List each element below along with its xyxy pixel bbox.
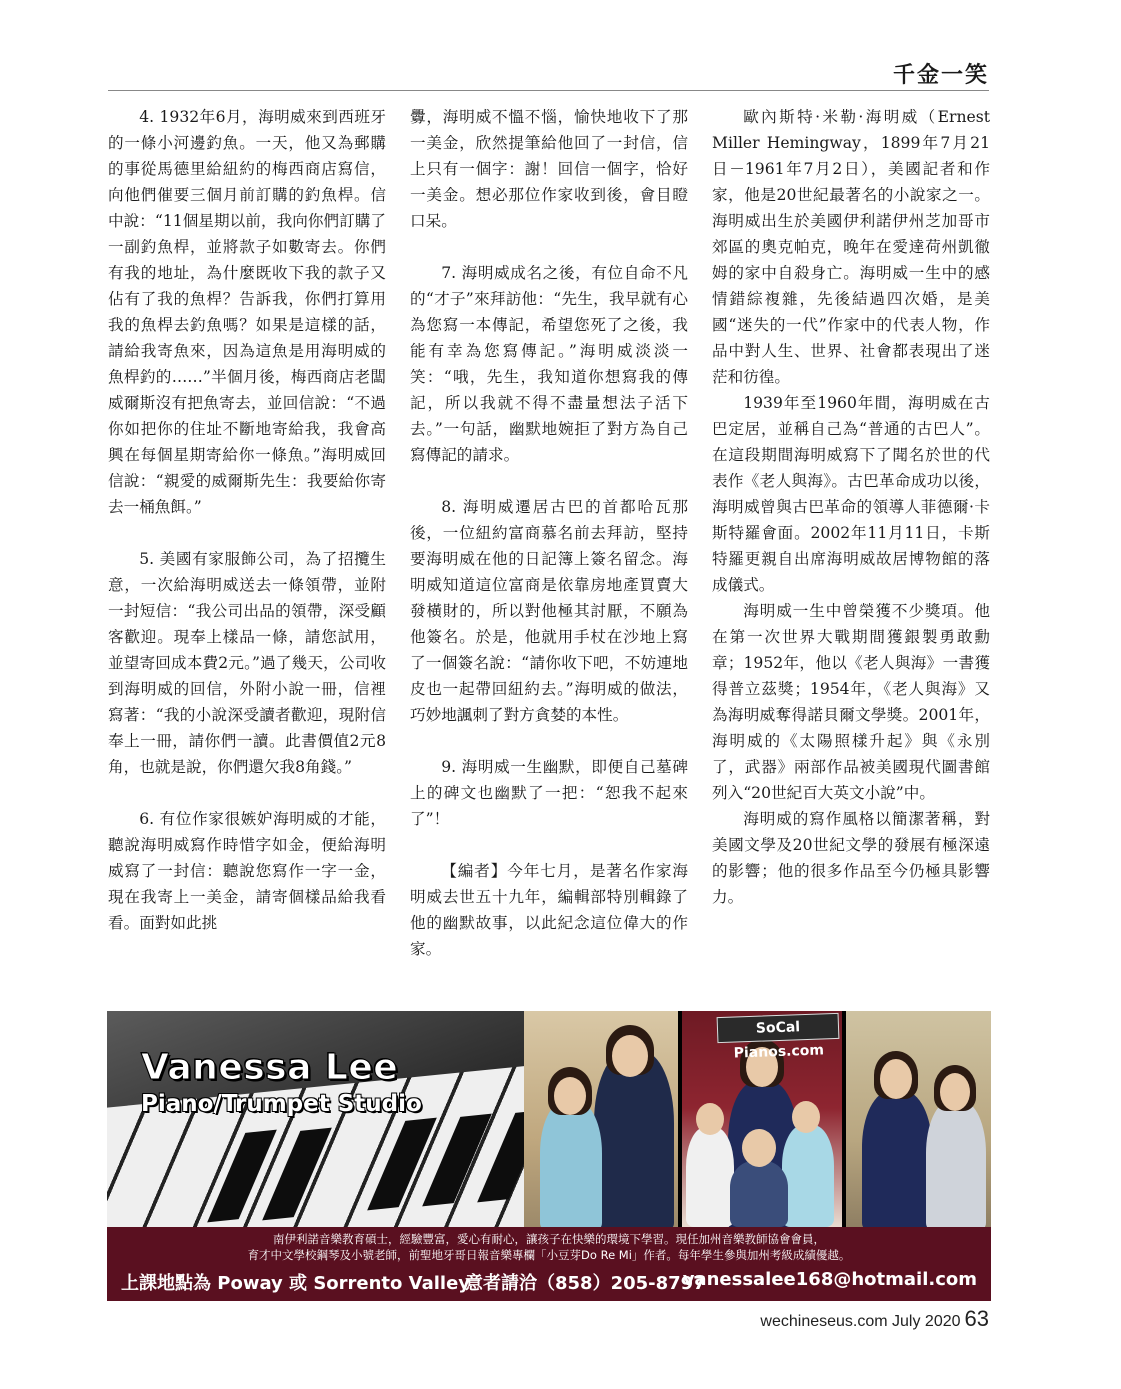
bio-paragraph-4: 海明威的寫作風格以簡潔著稱，對美國文學及20世紀文學的發展有極深遠的影響；他的很多作品至今仍極具影響力。	[712, 810, 990, 906]
column-2	[410, 104, 688, 962]
story-7: 7. 海明威成名之後，有位自命不凡的“才子”來拜訪他：“先生，我早就有心為您寫一本傳記，希望您死了之後，我能有幸為您寫傳記。”海明威淡淡一笑：“哦，先生，我知道你想寫我的傳記，所以我就不得不盡量想法子活下去。”一句話，幽默地婉拒了對方為自己寫傳記的請求。	[410, 264, 688, 464]
piano-studio-ad	[107, 1011, 991, 1301]
ad-studio-subtitle: Piano/Trumpet Studio	[141, 1091, 422, 1117]
section-title: 千金一笑	[892, 62, 989, 88]
editor-note: 【編者】今年七月，是著名作家海明威去世五十九年，編輯部特別輯錄了他的幽默故事，以此紀念這位偉大的作家。	[410, 862, 688, 958]
bio-paragraph-3: 海明威一生中曾榮獲不少獎項。他在第一次世界大戰期間獲銀製勇敢勳章；1952年，他以《老人與海》一書獲得普立茲獎；1954年，《老人與海》又為海明威奪得諾貝爾文學獎。2001年，海明威的《太陽照樣升起》與《永別了，武器》兩部作品被美國現代圖書館列入“20世紀百大英文小說”中。	[712, 602, 990, 802]
ad-credentials-line-1: 南伊利諾音樂教育碩士，經驗豐富，愛心有耐心，讓孩子在快樂的環境下學習。現任加州音樂教師協會會員，	[273, 1232, 825, 1246]
story-8: 8. 海明威遷居古巴的首都哈瓦那後，一位紐約富商慕名前去拜訪，堅持要海明威在他的日記簿上簽名留念。海明威知道這位富商是依靠房地產買賣大發橫財的，所以對他極其討厭，不願為他簽名。於是，他就用手杖在沙地上寫了一個簽名說：“請你收下吧，不妨連地皮也一起帶回紐約去。”海明威的做法，巧妙地諷刺了對方貪婪的本性。	[410, 498, 688, 724]
story-5: 5. 美國有家服飾公司，為了招攬生意，一次給海明威送去一條領帶，並附一封短信：“我公司出品的領帶，深受顧客歡迎。現奉上樣品一條，請您試用，並望寄回成本費2元。”過了幾天，公司收到海明威的回信，外附小說一冊，信裡寫著：“我的小說深受讀者歡迎，現附信奉上一冊，請你們一讀。此書價值2元8角，也就是說，你們還欠我8角錢。”	[108, 550, 386, 776]
ad-studio-name: Vanessa Lee	[141, 1047, 399, 1088]
column-1	[108, 104, 386, 936]
story-9: 9. 海明威一生幽默，即便自己墓碑上的碑文也幽默了一把：“恕我不起來了”！	[410, 758, 688, 828]
bio-paragraph-1: 歐內斯特·米勒·海明威（Ernest Miller Hemingway，1899年7月21日－1961年7月2日），美國記者和作家，他是20世紀最著名的小說家之一。海明威出生於美國伊利諾伊州芝加哥市郊區的奧克帕克，晚年在愛達荷州凱徹姆的家中自殺身亡。海明威一生中的感情錯綜複雜，先後結過四次婚，是美國“迷失的一代”作家中的代表人物，作品中對人生、世界、社會都表現出了迷茫和彷徨。	[712, 108, 990, 386]
story-6-continued: 釁，海明威不慍不惱，愉快地收下了那一美金，欣然提筆給他回了一封信，信上只有一個字：謝！回信一個字，恰好一美金。想必那位作家收到後，會目瞪口呆。	[410, 108, 688, 230]
story-6: 6. 有位作家很嫉妒海明威的才能，聽說海明威寫作時惜字如金，便給海明威寫了一封信：聽說您寫作一字一金，現在我寄上一美金，請寄個樣品給我看看。面對如此挑	[108, 810, 386, 932]
ad-info-bar	[107, 1227, 991, 1301]
piano-keys-image	[107, 1011, 524, 1227]
ad-location: 上課地點為 Poway 或 Sorrento Valley	[121, 1273, 471, 1294]
bio-paragraph-2: 1939年至1960年間，海明威在古巴定居，並稱自己為“普通的古巴人”。在這段期間海明威寫下了聞名於世的代表作《老人與海》。古巴革命成功以後，海明威曾與古巴革命的領導人菲德爾·卡斯特羅會面。2002年11月11日，卡斯特羅更親自出席海明威故居博物館的落成儀式。	[712, 394, 990, 594]
ad-email: vanessalee168@hotmail.com	[682, 1269, 977, 1290]
ad-phone: 意者請洽（858）205-8797	[465, 1273, 706, 1294]
story-4: 4. 1932年6月，海明威來到西班牙的一條小河邊釣魚。一天，他又為郵購的事從馬德里給紐約的梅西商店寫信，向他們催要三個月前訂購的釣魚桿。信中說：“11個星期以前，我向你們訂購了一副釣魚桿，並將款子如數寄去。你們有我的地址，為什麼既收下我的款子又佔有了我的魚桿？告訴我，你們打算用我的魚桿去釣魚嗎？如果是這樣的話，請給我寄魚來，因為這魚是用海明威的魚桿釣的……”半個月後，梅西商店老闆威爾斯沒有把魚寄去，並回信說：“不過你如把你的住址不斷地寄給我，我會高興在每個星期寄給你一條魚。”海明威回信說：“親愛的威爾斯先生：我要給你寄去一桶魚餌。”	[108, 108, 386, 516]
ad-credentials-line-2: 育才中文學校鋼琴及小號老師，前聖地牙哥日報音樂專欄「小豆芽Do Re Mi」作者。每年學生參與加州考級成績優越。	[247, 1248, 851, 1262]
footer-site-date: wechineseus.com July 2020	[760, 1313, 961, 1330]
photo-teacher-student-3	[846, 1011, 991, 1227]
column-3	[712, 104, 990, 910]
socal-pianos-banner: SoCal Pianos.com	[717, 1013, 840, 1043]
header-rule	[108, 90, 989, 91]
photo-teacher-student-1	[524, 1011, 678, 1227]
page-footer	[760, 1306, 989, 1332]
page-number: 63	[964, 1306, 989, 1331]
